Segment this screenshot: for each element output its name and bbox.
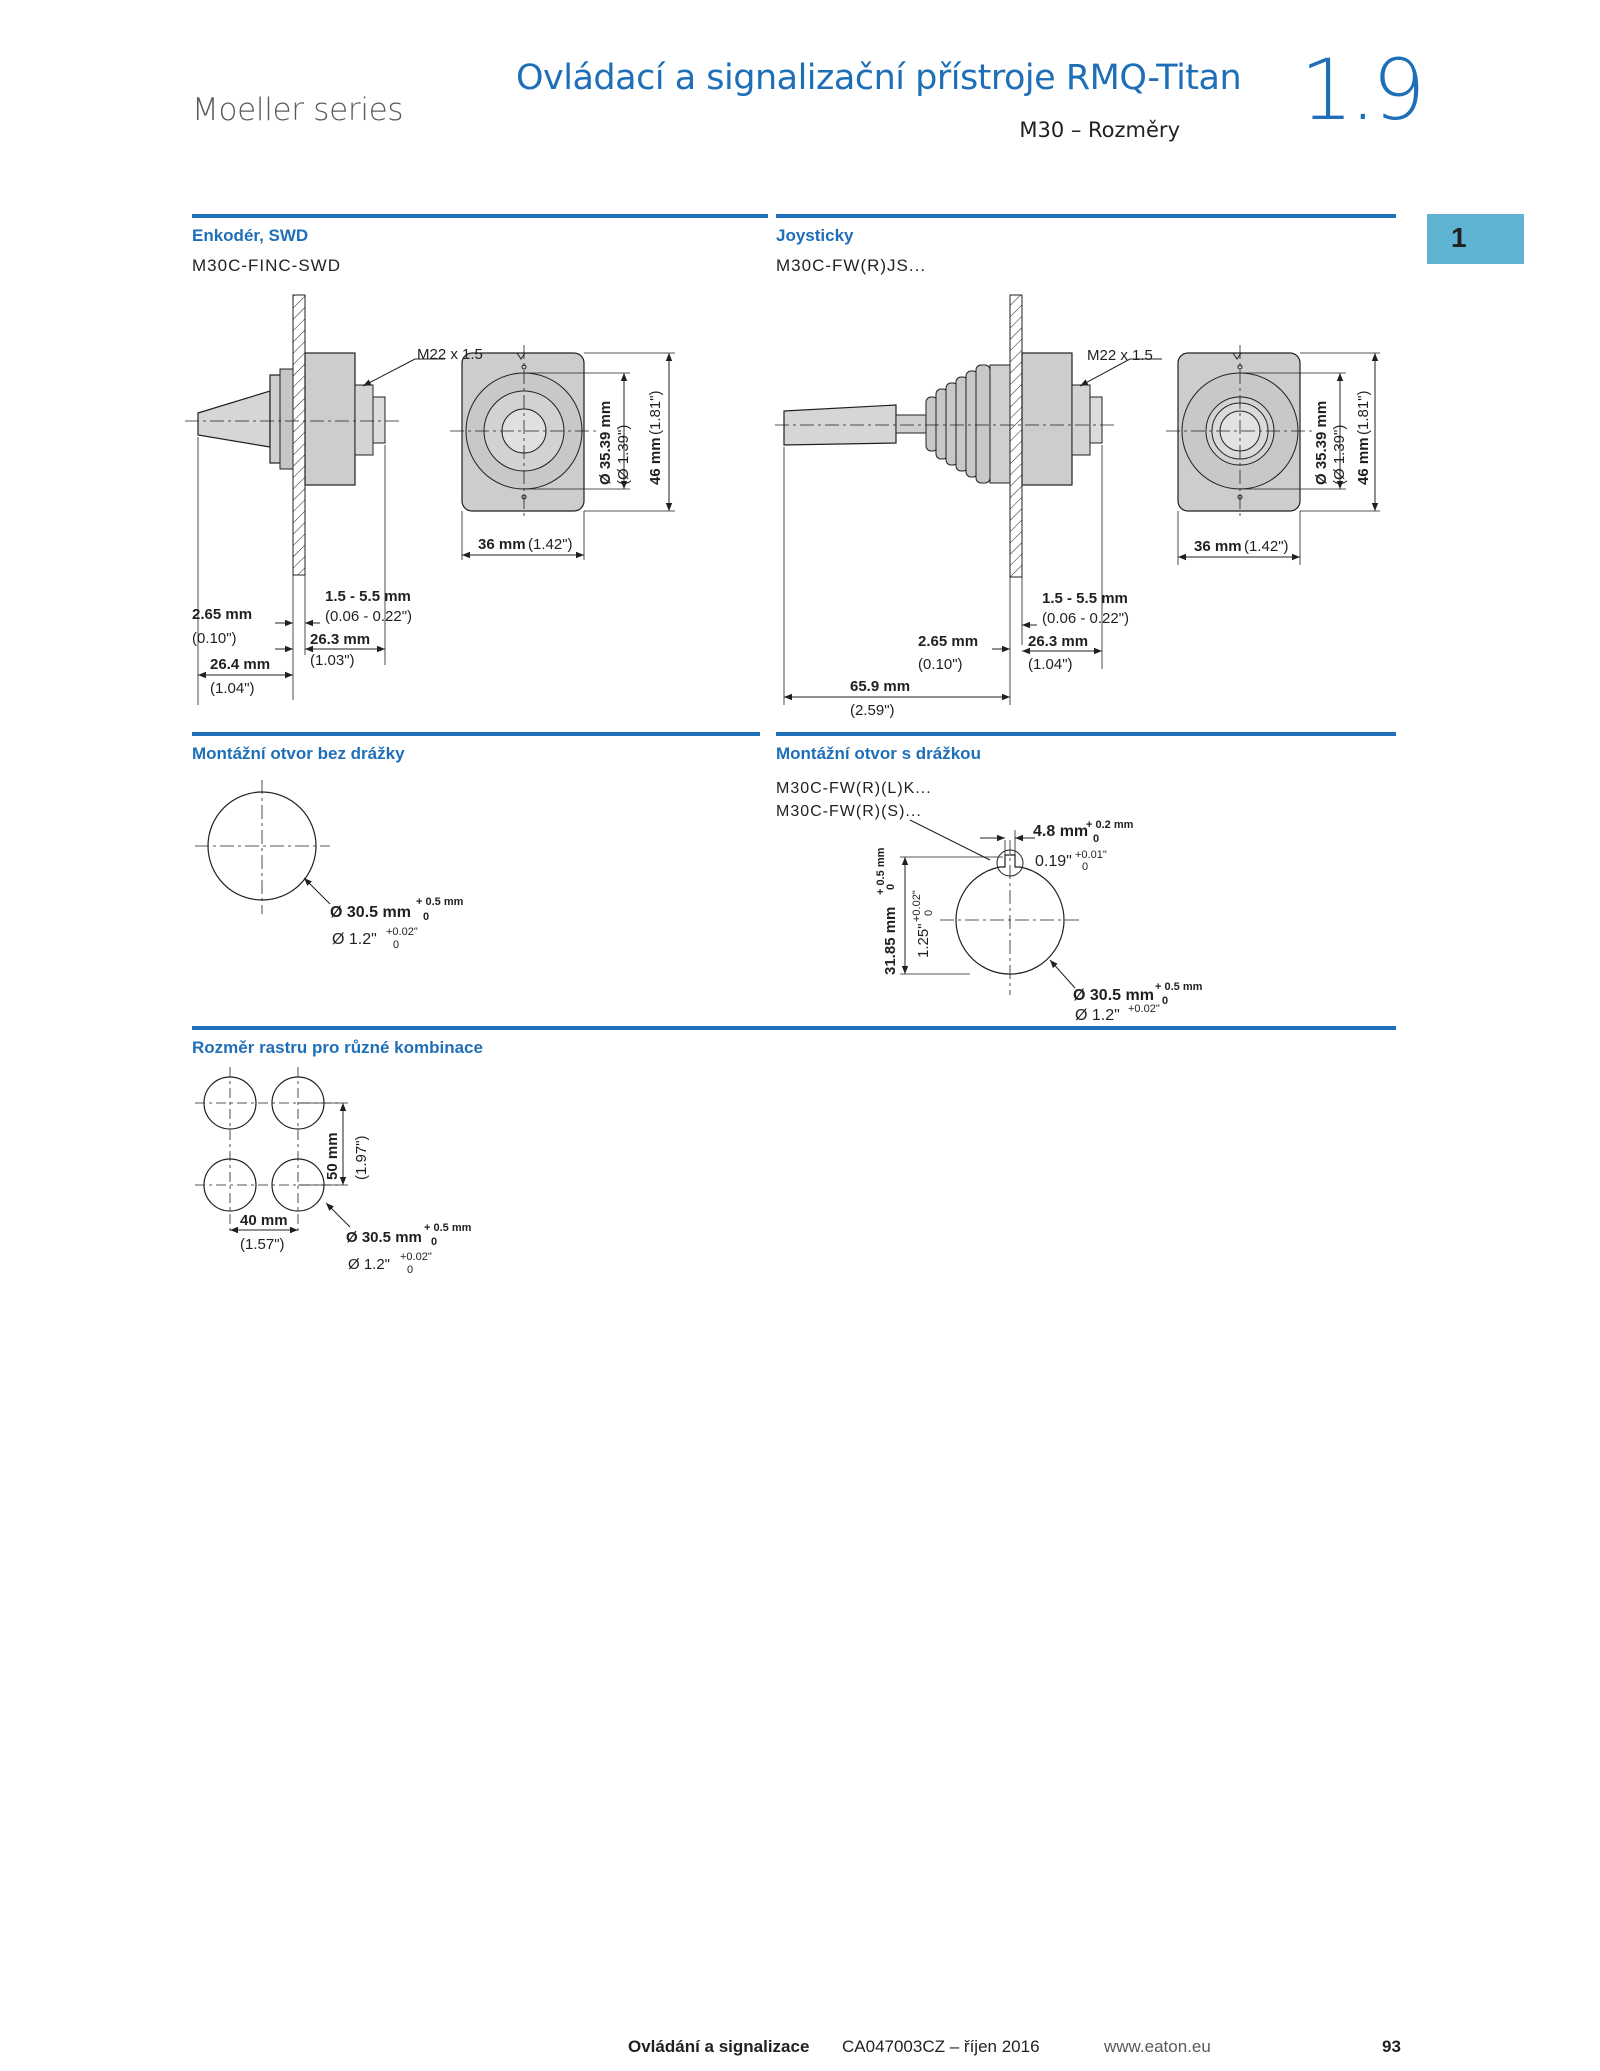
page-number: 93 — [1382, 2037, 1401, 2056]
series-label: Moeller series — [192, 92, 404, 128]
dim-hole-tol: + 0.5 mm — [1155, 981, 1203, 993]
dim-dia-3539: Ø 35.39 mm — [1313, 400, 1330, 485]
dim-d264: 26.4 mm — [210, 656, 271, 673]
dim-d263-in: (1.03") — [310, 652, 355, 669]
dim-tol-zero: 0 — [885, 883, 897, 890]
dim-hole-dia: Ø 30.5 mm — [1073, 987, 1154, 1004]
dim-h46-in: (1.81") — [1355, 390, 1372, 435]
dim-w36: 36 mm — [478, 536, 526, 553]
dim-notch-h-in: 1.25" — [915, 923, 932, 958]
dim-hole-tol: + 0.5 mm — [416, 896, 464, 908]
dim-tol-zero: 0 — [431, 1236, 438, 1248]
dim-dia-3539-in: (Ø 1.39") — [615, 424, 632, 485]
dim-hole-dia-in: Ø 1.2" — [348, 1256, 391, 1273]
dim-d659: 65.9 mm — [850, 678, 911, 695]
dim-hole-dia-in: Ø 1.2" — [332, 931, 377, 948]
chapter-tab-label: 1 — [1451, 222, 1467, 253]
dim-hole-dia: Ø 30.5 mm — [330, 904, 411, 921]
dim-hole-dia: Ø 30.5 mm — [346, 1229, 422, 1246]
joystick-drawing — [770, 285, 1400, 725]
dim-panel: 1.5 - 5.5 mm — [1042, 590, 1128, 607]
dim-dia-3539-in: (Ø 1.39") — [1331, 424, 1348, 485]
dim-panel-in: (0.06 - 0.22") — [325, 608, 413, 625]
joystick-body — [1022, 353, 1072, 485]
encoder-drawing — [180, 285, 760, 725]
dim-grid-v-in: (1.97") — [353, 1135, 370, 1180]
dim-d265-in: (0.10") — [192, 630, 237, 647]
dim-notch-tol-in: +0.01" — [1075, 849, 1107, 861]
dim-notch-w: 4.8 mm — [1033, 823, 1089, 840]
dim-tol-zero: 0 — [923, 909, 935, 916]
dim-panel: 1.5 - 5.5 mm — [325, 588, 411, 605]
dim-thread: M22 x 1.5 — [417, 346, 483, 363]
mounting-panel — [293, 295, 305, 575]
dim-w36-in: (1.42") — [528, 536, 573, 553]
dim-w36: 36 mm — [1194, 538, 1242, 555]
dim-thread: M22 x 1.5 — [1087, 347, 1153, 364]
dim-notch-h-tol: + 0.5 mm — [875, 847, 887, 895]
dim-tol-zero: 0 — [1093, 833, 1100, 845]
dim-notch-w-in: 0.19" — [1035, 853, 1072, 870]
dim-notch-h: 31.85 mm — [882, 906, 899, 975]
dim-d263-in: (1.04") — [1028, 656, 1073, 673]
dim-d659-in: (2.59") — [850, 702, 895, 719]
dim-h46: 46 mm — [1355, 437, 1372, 485]
dim-d263: 26.3 mm — [1028, 633, 1089, 650]
dim-tol-zero: 0 — [1082, 861, 1089, 873]
dim-grid-v: 50 mm — [324, 1132, 341, 1180]
section-title-encoder: Enkodér, SWD — [192, 226, 309, 245]
dim-grid-h: 40 mm — [240, 1212, 288, 1229]
section-title-hole-plain: Montážní otvor bez drážky — [192, 744, 405, 763]
section-rule — [192, 732, 760, 736]
page-subtitle: M30 – Rozměry — [1019, 118, 1180, 142]
dim-hole-dia-in: Ø 1.2" — [1075, 1007, 1120, 1024]
product-code-joystick: M30C-FW(R)JS... — [776, 256, 927, 275]
product-code-notch-1: M30C-FW(R)(L)K... — [776, 780, 932, 797]
dim-tol-zero: 0 — [407, 1264, 414, 1276]
footer-reference: CA047003CZ – říjen 2016 — [842, 2037, 1040, 2056]
mounting-panel — [1010, 295, 1022, 577]
dim-d265-in: (0.10") — [918, 656, 963, 673]
section-title-hole-notch: Montážní otvor s drážkou — [776, 744, 981, 763]
product-code-encoder: M30C-FINC-SWD — [192, 256, 341, 275]
dim-panel-in: (0.06 - 0.22") — [1042, 610, 1130, 627]
joystick-bellows — [926, 365, 1010, 483]
dim-d263: 26.3 mm — [310, 631, 371, 648]
dim-d264-in: (1.04") — [210, 680, 255, 697]
dim-hole-tol: + 0.5 mm — [424, 1222, 472, 1234]
section-rule — [192, 1026, 1396, 1030]
dim-d265: 2.65 mm — [192, 606, 253, 623]
dim-hole-tol-in: +0.02" — [1128, 1003, 1160, 1015]
chapter-tab — [1427, 214, 1524, 264]
hole-notch-drawing — [860, 800, 1203, 1024]
page-title: Ovládací a signalizační přístroje RMQ-Titan — [516, 58, 1242, 98]
dim-notch-tol: + 0.2 mm — [1086, 819, 1134, 831]
grid-drawing — [190, 1065, 510, 1285]
dim-tol-zero: 0 — [1162, 995, 1169, 1007]
dim-grid-h-in: (1.57") — [240, 1236, 285, 1253]
dim-dia-3539: Ø 35.39 mm — [597, 400, 614, 485]
footer-category: Ovládání a signalizace — [628, 2037, 810, 2056]
dim-w36-in: (1.42") — [1244, 538, 1289, 555]
dim-h46-in: (1.81") — [647, 390, 664, 435]
dim-d265: 2.65 mm — [918, 633, 979, 650]
product-code-notch-2: M30C-FW(R)(S)... — [776, 803, 922, 820]
section-title-grid: Rozměr rastru pro různé kombinace — [192, 1038, 483, 1057]
dim-tol-zero: 0 — [393, 939, 400, 951]
hole-plain-drawing — [190, 780, 490, 960]
encoder-knob — [198, 391, 270, 447]
dim-tol-zero: 0 — [423, 911, 430, 923]
section-rule — [776, 732, 1396, 736]
section-rule — [192, 214, 768, 218]
section-rule — [776, 214, 1396, 218]
dim-hole-tol-in: +0.02" — [386, 926, 418, 938]
encoder-body — [305, 353, 355, 485]
dim-notch-h-tol-in: +0.02" — [911, 890, 923, 922]
chapter-number: 1.9 — [1300, 41, 1422, 139]
section-title-joystick: Joysticky — [776, 226, 854, 245]
footer-website[interactable]: www.eaton.eu — [1104, 2037, 1211, 2056]
dim-hole-tol-in: +0.02" — [400, 1251, 432, 1263]
dim-h46: 46 mm — [647, 437, 664, 485]
